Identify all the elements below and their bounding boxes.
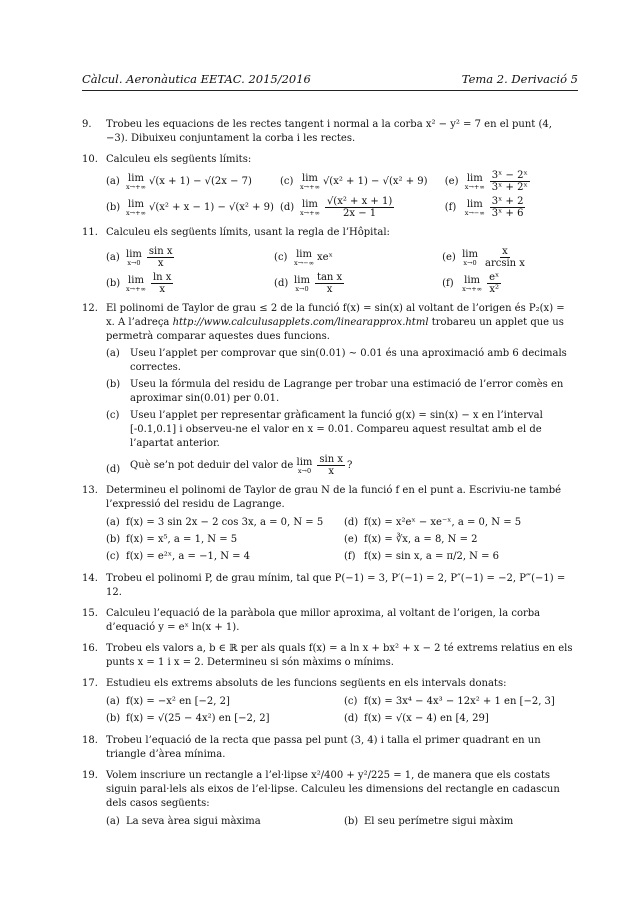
problem-text: Estudieu els extrems absoluts de les funcions següents en els intervals donats: xyxy=(106,678,507,689)
limit-item: (f) lim x→−∞ $\frac{\text{3ˣ + 2}}{\text{3ˣ + 6}}$ xyxy=(444,196,524,219)
problem-text: Calculeu els següents límits: xyxy=(106,154,252,165)
problem-number: 12. xyxy=(82,303,98,314)
taylor-item: (a) f(x) = 3 sin 2x − 2 cos 3x, a = 0, N = 5 xyxy=(106,517,324,528)
problem-number: 13. xyxy=(82,485,98,496)
limit-item: (d) lim x→0 $\frac{\text{tan x}}{x}$ xyxy=(274,272,343,295)
extrema-grid xyxy=(106,694,576,727)
subitem-a: (a) Useu l’applet per comprovar que sin(0.01) ∼ 0.01 és una aproximació amb 6 decimals correctes. xyxy=(106,348,567,373)
limit-item: (e) lim x→0 $\frac{x}{\text{arcsin x}}$ xyxy=(442,246,525,269)
limit-item: (c) lim x→+∞ √(x² + 1) − √(x² + 9) xyxy=(279,172,428,191)
rectangle-item: (b) El seu perímetre sigui màxim xyxy=(344,816,514,827)
limit-grid xyxy=(106,170,576,219)
limit-item: (b) lim x→+∞ $\frac{\text{ln x}}{x}$ xyxy=(106,272,172,295)
taylor-item: (d) f(x) = x²eˣ − xe⁻ˣ, a = 0, N = 5 xyxy=(344,517,522,528)
page-header xyxy=(82,72,578,91)
problem-15 xyxy=(82,607,576,635)
taylor-grid xyxy=(106,515,576,565)
subitem-d: (d) Què se’n pot deduir del valor de lim x→0 $\frac{\text{sin x}}{x}$ ? xyxy=(106,454,353,477)
subitem-b: (b) Useu la fórmula del residu de Lagrange per trobar una estimació de l’error comès en aproximar sin(0.01) per 0.01. xyxy=(106,379,564,404)
extrema-item: (b) f(x) = √(25 − 4x²) en [−2, 2] xyxy=(106,713,270,724)
problem-19 xyxy=(82,769,576,830)
rectangle-item: (a) La seva àrea sigui màxima xyxy=(106,816,261,827)
problem-number: 18. xyxy=(82,735,98,746)
problem-16 xyxy=(82,642,576,670)
limit-item: (a) lim x→+∞ √(x + 1) − √(2x − 7) xyxy=(106,172,252,191)
limit-item: (a) lim x→0 $\frac{\text{sin x}}{x}$ xyxy=(106,246,173,269)
taylor-item: (e) f(x) = ∛x, a = 8, N = 2 xyxy=(344,534,478,545)
problem-number: 15. xyxy=(82,608,98,619)
problem-text: El polinomi de Taylor de grau ≤ 2 de la funció f(x) = sin(x) al voltant de l’origen és P₂(x) = x. A l’adreça http://www.calculusapplets.com/linearapprox.html trobareu un applet que us permetrà comparar aquestes dues funcions. xyxy=(106,303,565,342)
header-chapter-page: Tema 2. Derivació 5 xyxy=(461,72,578,86)
problem-17 xyxy=(82,677,576,727)
exercise-list xyxy=(82,118,576,837)
extrema-item: (d) f(x) = √(x − 4) en [4, 29] xyxy=(344,713,489,724)
taylor-item: (b) f(x) = x⁵, a = 1, N = 5 xyxy=(106,534,238,545)
rectangle-grid xyxy=(106,814,576,830)
limit-item: (e) lim x→+∞ $\frac{\text{3ˣ − 2ˣ}}{\text{3ˣ + 2ˣ}}$ xyxy=(444,170,528,193)
problem-text: Trobeu les equacions de les rectes tangent i normal a la corba x² − y² = 7 en el punt (4, −3). Dibuixeu conjuntament la corba i les rectes. xyxy=(106,119,552,144)
problem-text: Calculeu els següents límits, usant la regla de l’Hôpital: xyxy=(106,227,390,238)
problem-11 xyxy=(82,226,576,295)
taylor-item: (c) f(x) = e²ˣ, a = −1, N = 4 xyxy=(106,551,251,562)
limit-item: (b) lim x→+∞ √(x² + x − 1) − √(x² + 9) xyxy=(106,198,274,217)
limit-item: (c) lim x→−∞ xeˣ xyxy=(274,248,333,267)
problem-14 xyxy=(82,572,576,600)
problem-number: 17. xyxy=(82,678,98,689)
problem-number: 14. xyxy=(82,573,98,584)
taylor-item: (f) f(x) = sin x, a = π/2, N = 6 xyxy=(344,551,500,562)
problem-10 xyxy=(82,153,576,219)
problem-text: Volem inscriure un rectangle a l’el·lipse x²/400 + y²/225 = 1, de manera que els costats siguin paral·lels als eixos de l’el·lipse. Calculeu les dimensions del rectangle en cadascun dels casos següents: xyxy=(106,770,560,809)
limit-item: (d) lim x→+∞ $\frac{\text{√(x² + x + 1)}}{2x - 1}$ xyxy=(279,196,393,219)
extrema-item: (a) f(x) = −x² en [−2, 2] xyxy=(106,696,230,707)
problem-number: 19. xyxy=(82,770,98,781)
limit-item: (f) lim x→+∞ $\frac{\text{eˣ}}{\text{x²}}$ xyxy=(442,272,500,295)
problem-9 xyxy=(82,118,576,146)
extrema-item: (c) f(x) = 3x⁴ − 4x³ − 12x² + 1 en [−2, 3] xyxy=(344,696,555,707)
subitem-c: (c) Useu l’applet per representar gràficament la funció g(x) = sin(x) − x en l’interval [-0.1,0.1] i observeu-ne el valor en x = 0.01. Compareu aquest resultat amb el de l’apartat anterior. xyxy=(106,410,543,449)
problem-text: Trobeu el polinomi P, de grau mínim, tal que P(−1) = 3, P′(−1) = 2, P″(−1) = −2, P‴(−1) = 12. xyxy=(106,573,566,598)
limit-grid xyxy=(106,246,576,295)
problem-13 xyxy=(82,484,576,565)
problem-number: 11. xyxy=(82,227,98,238)
header-course: Càlcul. Aeronàutica EETAC. 2015/2016 xyxy=(82,72,311,86)
problem-number: 16. xyxy=(82,643,98,654)
applet-url: http://www.calculusapplets.com/linearapprox.html xyxy=(172,317,429,328)
problem-text: Determineu el polinomi de Taylor de grau N de la funció f en el punt a. Escriviu-ne també l’expressió del residu de Lagrange. xyxy=(106,485,562,510)
problem-text: Trobeu els valors a, b ∈ ℝ per als quals f(x) = a ln x + bx² + x − 2 té extrems relatius en els punts x = 1 i x = 2. Determineu si són màxims o mínims. xyxy=(106,643,573,668)
problem-number: 10. xyxy=(82,154,98,165)
problem-12 xyxy=(82,302,576,477)
problem-text: Trobeu l’equació de la recta que passa pel punt (3, 4) i talla el primer quadrant en un triangle d’àrea mínima. xyxy=(106,735,541,760)
problem-number: 9. xyxy=(82,119,92,130)
problem-18 xyxy=(82,734,576,762)
problem-text: Calculeu l’equació de la paràbola que millor aproxima, al voltant de l’origen, la corba d’equació y = eˣ ln(x + 1). xyxy=(106,608,541,633)
